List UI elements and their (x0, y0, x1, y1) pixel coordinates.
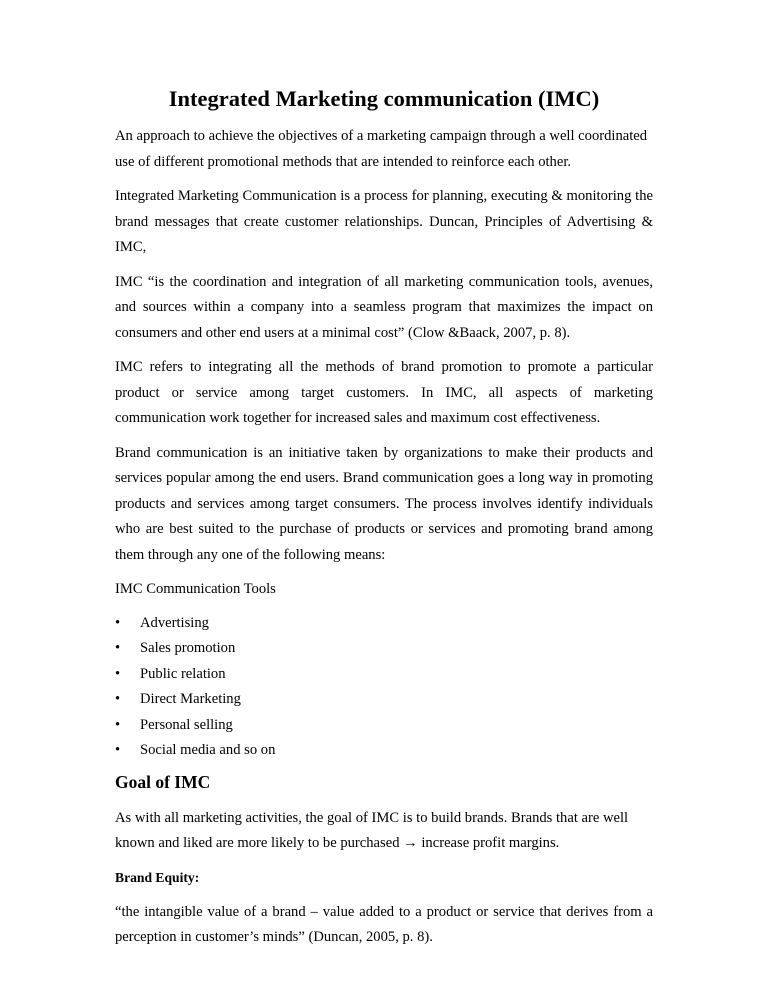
paragraph-process: Integrated Marketing Communication is a process for planning, executing & monitoring the brand messages that create customer relationships. Duncan, Principles of Advertising & IMC, (115, 188, 653, 255)
paragraph-brand-communication: Brand communication is an initiative taken by organizations to make their products and services popular among the end users. Brand communication goes a long way in promoting products and services among target consumers. The process involves identify individuals who are best suited to the purchase of products or services and promoting brand among them through any one of the following means: (115, 444, 653, 563)
goal-paragraph: As with all marketing activities, the goal of IMC is to build brands. Brands that are well known and liked are more likely to be purchased → increase profit margins. (115, 809, 629, 851)
tools-heading: IMC Communication Tools (115, 581, 276, 597)
list-item: • Direct Marketing (115, 687, 653, 713)
list-item: • Public relation (115, 662, 653, 688)
list-item: • Advertising (115, 611, 653, 637)
paragraph-integration: IMC refers to integrating all the methods of brand promotion to promote a particular product or service among target customers. In IMC, all aspects of marketing communication work together for increased sales and maximum cost effectiveness. (115, 359, 653, 426)
brand-equity-paragraph: “the intangible value of a brand – value added to a product or service that derives from a perception in customer’s minds” (Duncan, 2005, p. 8). (115, 903, 653, 945)
brand-equity-heading: Brand Equity: (115, 869, 200, 885)
tools-list (115, 611, 653, 764)
paragraph-clow-quote: IMC “is the coordination and integration of all marketing communication tools, avenues, and sources within a company into a seamless program that maximizes the impact on consumers and other end users at a minimal cost” (Clow &Baack, 2007, p. 8). (115, 273, 653, 341)
goal-heading: Goal of IMC (115, 771, 211, 792)
document-title: Integrated Marketing communication (IMC) (168, 86, 600, 111)
list-item: • Social media and so on (115, 738, 653, 764)
document-page (115, 84, 653, 960)
paragraph-definition: An approach to achieve the objectives of a marketing campaign through a well coordinated use of different promotional methods that are intended to reinforce each other. (115, 128, 648, 170)
list-item: • Personal selling (115, 713, 653, 739)
list-item: • Sales promotion (115, 636, 653, 662)
